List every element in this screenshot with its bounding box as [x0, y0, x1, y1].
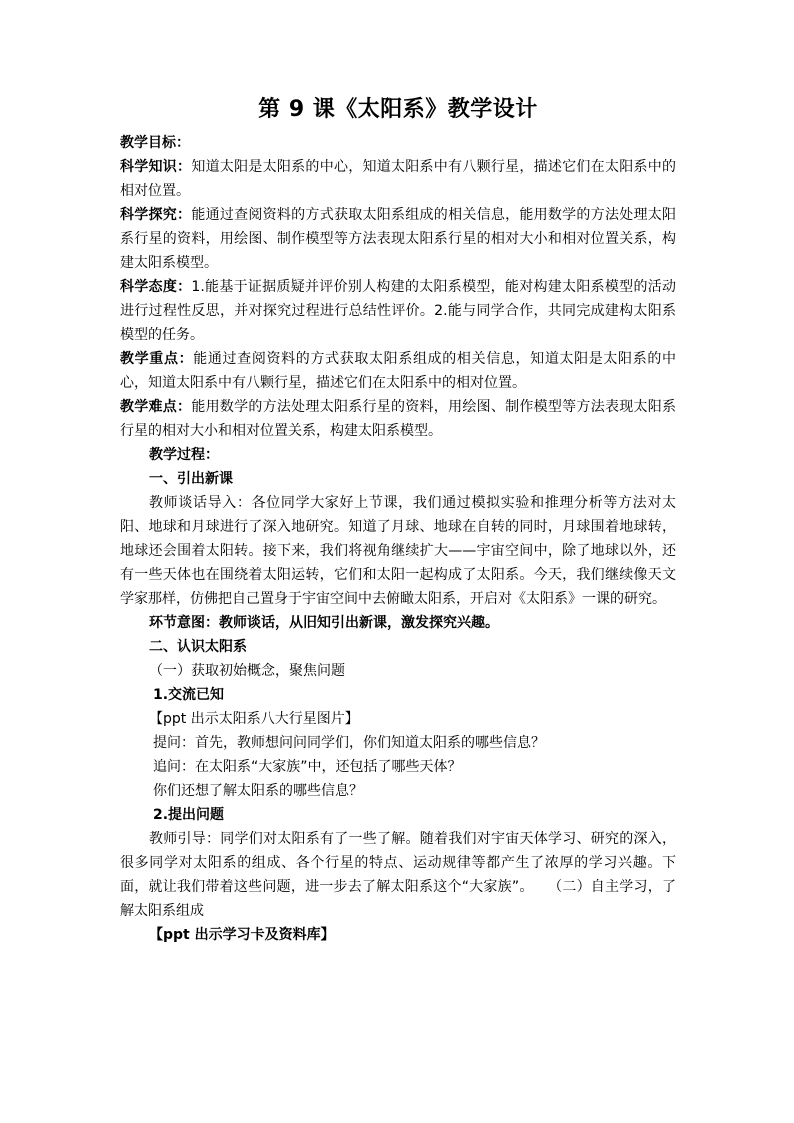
- goal-text: 能用数学的方法处理太阳系行星的资料，用绘图、制作模型等方法表现太阳系行星的相对大小和相对位置关系，构建太阳系模型。: [120, 399, 677, 439]
- section1-paragraph: 教师谈话导入：各位同学大家好上节课，我们通过模拟实验和推理分析等方法对太阳、地球和月球进行了深入地研究。知道了月球、地球在自转的同时，月球围着地球转，地球还会围着太阳转。接下来，我们将视角继续扩大——宇宙空间中，除了地球以外，还有一些天体也在围绕着太阳运转，它们和太阳一起构成了太阳系。今天，我们继续像天文学家那样，仿佛把自己置身于宇宙空间中去俯瞰太阳系，开启对《太阳系》一课的研究。: [120, 495, 676, 607]
- step2-heading: 2.提出问题: [153, 807, 225, 823]
- document-page: [120, 92, 676, 947]
- goal-knowledge: [120, 155, 676, 203]
- subsection1-heading: （一）获取初始概念，聚焦问题: [149, 663, 345, 679]
- document-title: 第 9 课《太阳系》教学设计: [258, 97, 538, 122]
- question-1: 提问：首先，教师想问问同学们，你们知道太阳系的哪些信息？: [153, 735, 545, 751]
- step1-heading: 1.交流已知: [153, 687, 225, 703]
- goal-label: 科学态度：: [120, 279, 192, 295]
- goals-heading: 教学目标：: [120, 135, 190, 151]
- goal-attitude: [120, 275, 676, 347]
- question-2: 追问：在太阳系“大家族”中，还包括了哪些天体？: [153, 759, 462, 775]
- goal-text: 1.能基于证据质疑并评价别人构建的太阳系模型，能对构建太阳系模型的活动进行过程性反思，并对探究过程进行总结性评价。2.能与同学合作，共同完成建构太阳系模型的任务。: [120, 279, 677, 343]
- ppt-note-1: 【ppt 出示太阳系八大行星图片】: [149, 711, 359, 727]
- goal-inquiry: [120, 203, 676, 275]
- step2-paragraph: 教师引导：同学们对太阳系有了一些了解。随着我们对宇宙天体学习、研究的深入，很多同学对太阳系的组成、各个行星的特点、运动规律等都产生了浓厚的学习兴趣。下面，就让我们带着这些问题，进一步去了解太阳系这个“大家族”。 （二）自主学习，了解太阳系组成: [120, 831, 676, 919]
- goal-label: 教学重点：: [120, 351, 194, 367]
- ppt-note-2: 【ppt 出示学习卡及资料库】: [149, 927, 335, 943]
- goal-text: 能通过查阅资料的方式获取太阳系组成的相关信息，知道太阳是太阳系的中心，知道太阳系中有八颗行星，描述它们在太阳系中的相对位置。: [120, 351, 677, 391]
- goal-text: 能通过查阅资料的方式获取太阳系组成的相关信息，能用数学的方法处理太阳系行星的资料，用绘图、制作模型等方法表现太阳系行星的相对大小和相对位置关系，构建太阳系模型。: [120, 207, 677, 271]
- section-intent: 环节意图：教师谈话，从旧知引出新课，激发探究兴趣。: [149, 615, 499, 631]
- process-heading: 教学过程：: [149, 447, 219, 463]
- section1-heading: 一、引出新课: [149, 471, 233, 487]
- goal-label: 科学探究：: [120, 207, 192, 223]
- goal-label: 教学难点：: [120, 399, 192, 415]
- question-3: 你们还想了解太阳系的哪些信息？: [153, 783, 363, 799]
- goal-label: 科学知识：: [120, 159, 192, 175]
- teaching-difficulty: [120, 395, 676, 443]
- section2-heading: 二、认识太阳系: [149, 639, 247, 655]
- teaching-focus: [120, 347, 676, 395]
- goal-text: 知道太阳是太阳系的中心，知道太阳系中有八颗行星，描述它们在太阳系中的相对位置。: [120, 159, 677, 199]
